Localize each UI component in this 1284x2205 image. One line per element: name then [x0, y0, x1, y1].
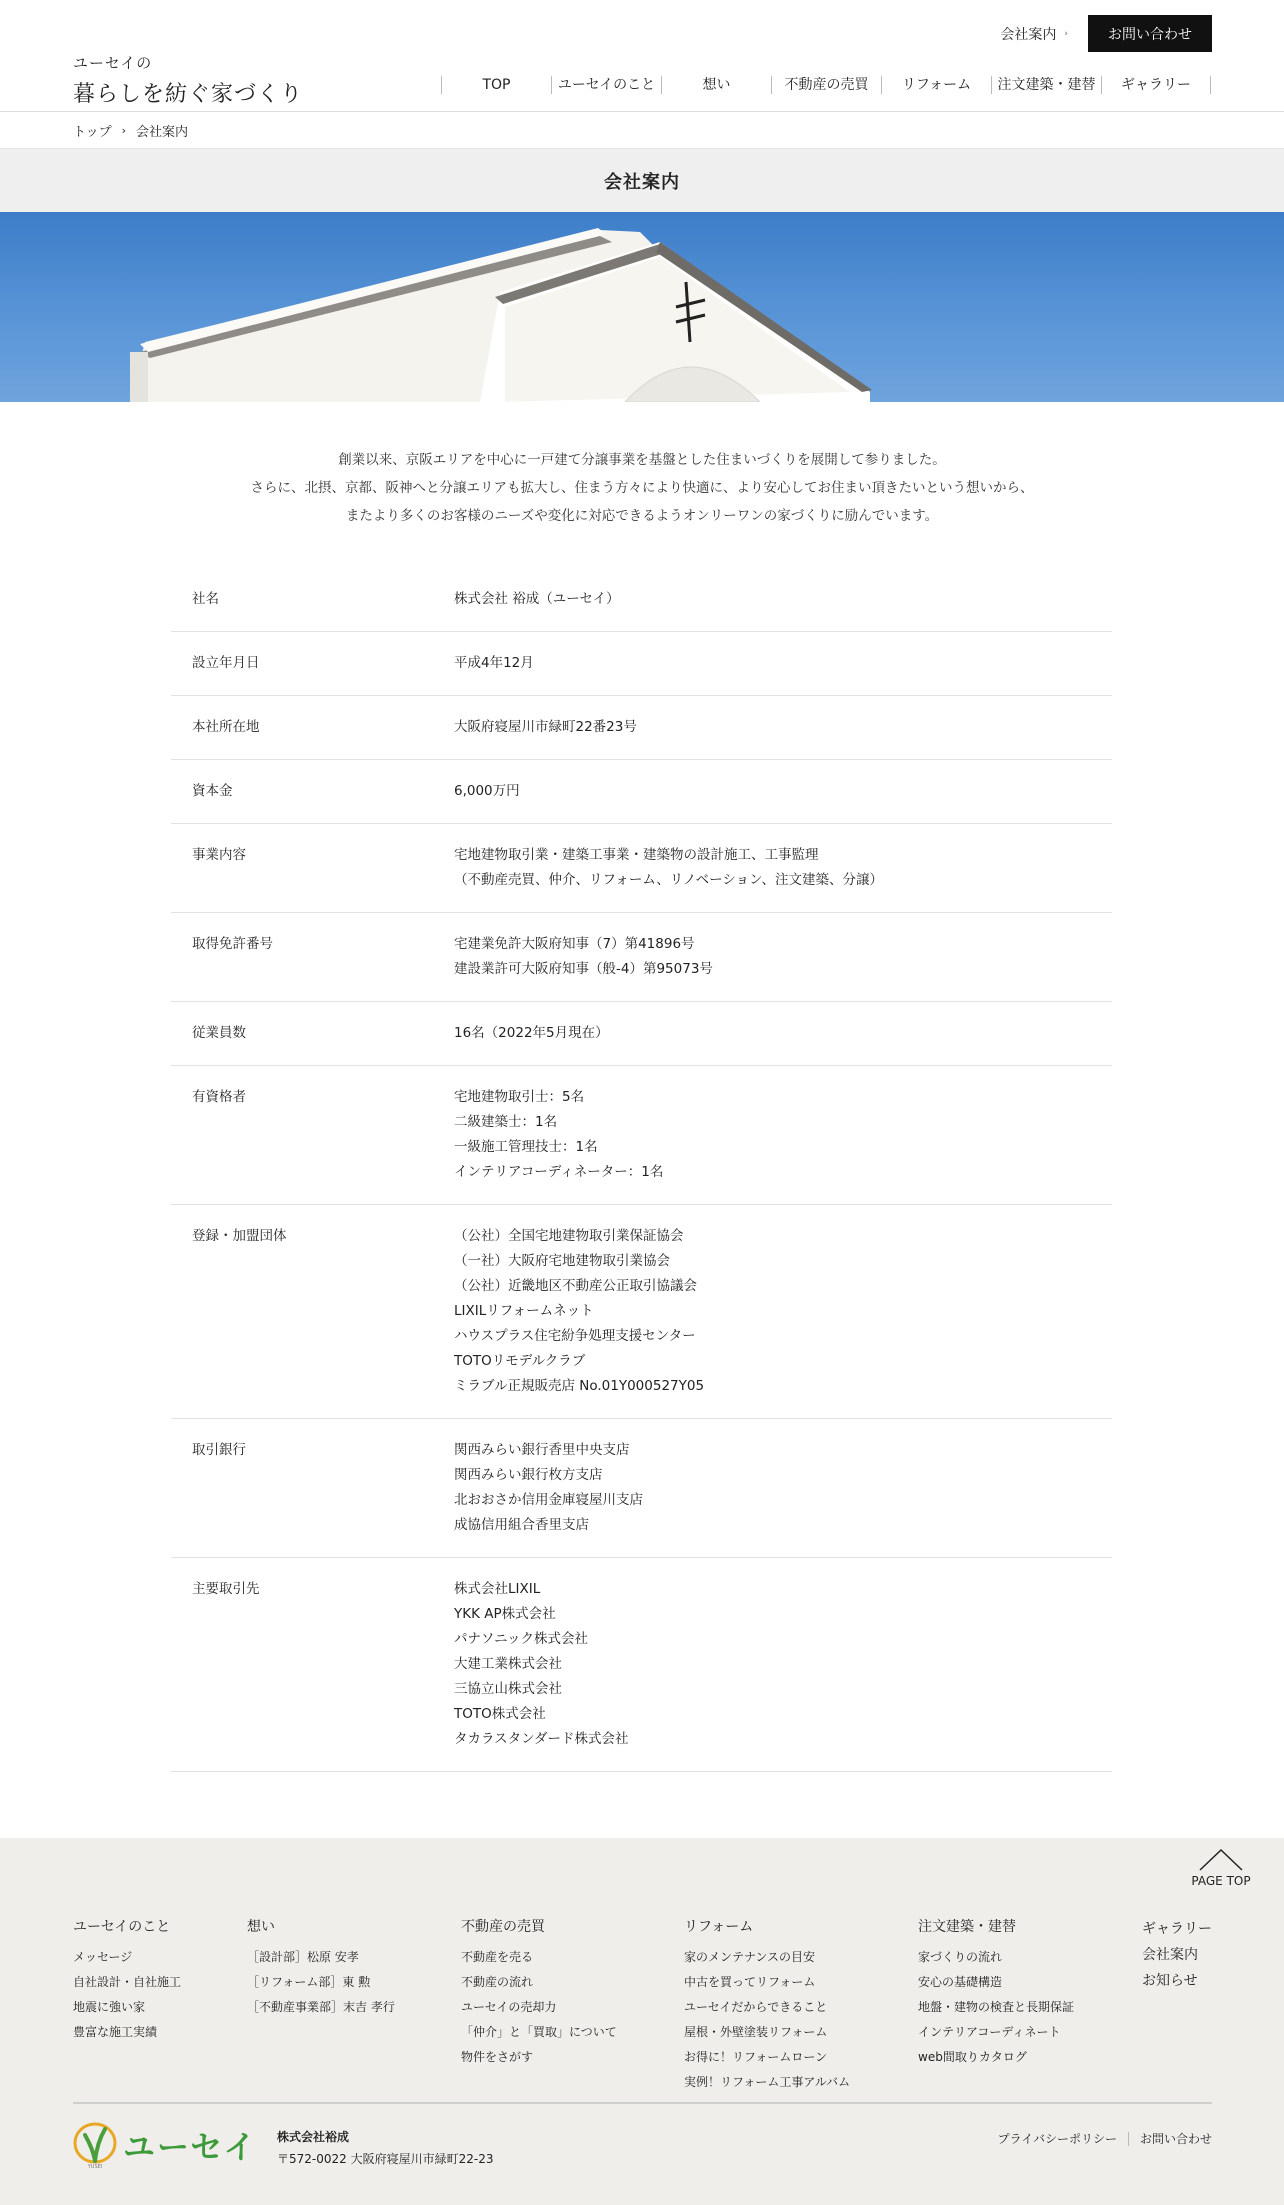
info-label: 有資格者 [192, 1089, 246, 1105]
info-value-line: パナソニック株式会社 [454, 1631, 589, 1647]
footer-extra-links [1142, 1916, 1212, 1994]
nav-about[interactable]: ユーセイのこと [551, 76, 661, 94]
nav-custom-build[interactable]: 注文建築・建替 [991, 76, 1101, 94]
breadcrumb-home[interactable]: トップ [73, 125, 112, 140]
footer-link[interactable]: 「仲介」と「買取」について [461, 2025, 617, 2039]
footer-divider [73, 2102, 1212, 2104]
breadcrumb-current: 会社案内 [136, 125, 189, 140]
nav-real-estate[interactable]: 不動産の売買 [771, 76, 881, 94]
info-label: 本社所在地 [192, 719, 260, 735]
footer-brand-name: ユーセイ [123, 2128, 258, 2166]
info-label: 設立年月日 [192, 655, 260, 671]
info-value-line: YKK AP株式会社 [454, 1606, 556, 1622]
info-value-line: （不動産売買、仲介、リフォーム、リノベーション、注文建築、分譲） [454, 872, 884, 888]
footer-column [461, 1916, 617, 2070]
info-value [454, 651, 1112, 676]
info-value-line: 関西みらい銀行枚方支店 [454, 1467, 603, 1483]
footer-link[interactable]: メッセージ [73, 1950, 133, 1964]
page-title-band [0, 149, 1284, 212]
info-label: 事業内容 [192, 847, 246, 863]
info-value [454, 1021, 1112, 1046]
footer-legal-links [998, 2130, 1212, 2147]
info-label: 取得免許番号 [192, 936, 273, 952]
company-info-table [171, 568, 1112, 1772]
intro-line: さらに、北摂、京都、阪神へと分譲エリアも拡大し、住まう方々により快適に、より安心してお住まい頂きたいという想いから、 [250, 480, 1034, 496]
footer-link-gallery[interactable]: ギャラリー [1142, 1921, 1212, 1937]
footer-link[interactable]: 実例！リフォーム工事アルバム [684, 2075, 851, 2089]
nav-top[interactable]: TOP [441, 76, 551, 94]
info-value-line: （一社）大阪府宅地建物取引業協会 [454, 1253, 670, 1269]
info-row [171, 1205, 1112, 1419]
info-value [454, 1085, 1112, 1185]
footer-column-head[interactable]: 不動産の売買 [461, 1919, 545, 1935]
header-top-links [1000, 15, 1212, 52]
info-value [454, 587, 1112, 612]
info-value [454, 779, 1112, 804]
footer-link[interactable]: 物件をさがす [461, 2050, 534, 2064]
footer-contact-link[interactable]: お問い合わせ [1139, 2132, 1212, 2146]
info-value [454, 1577, 1112, 1752]
page-top-label: PAGE TOP [1191, 1874, 1251, 1888]
info-row [171, 913, 1112, 1002]
site-header [0, 0, 1284, 112]
company-link[interactable] [1000, 24, 1068, 44]
info-value-line: ハウスプラス住宅紛争処理支援センター [454, 1328, 696, 1344]
info-value-line: 建設業許可大阪府知事（般-4）第95073号 [454, 961, 713, 977]
info-value-line: ミラブル正規販売店 No.01Y000527Y05 [454, 1378, 705, 1394]
info-row [171, 568, 1112, 632]
info-value-line: 宅地建物取引士：5名 [454, 1089, 585, 1105]
info-row [171, 760, 1112, 824]
footer-company-info [277, 2126, 493, 2170]
hero-image [0, 212, 1284, 402]
info-row [171, 632, 1112, 696]
nav-reform[interactable]: リフォーム [881, 76, 991, 94]
link-divider [1128, 2132, 1129, 2146]
info-value-line: 株式会社 裕成（ユーセイ） [454, 591, 620, 607]
chevron-up-icon [1198, 1848, 1244, 1872]
chevron-right-icon: › [1064, 28, 1068, 39]
footer-link[interactable]: ［不動産事業部］末吉 孝行 [247, 2000, 395, 2014]
intro-line: またより多くのお客様のニーズや変化に対応できるようオンリーワンの家づくりに励んでいます。 [345, 508, 939, 524]
info-value-line: 一級施工管理技士：1名 [454, 1139, 598, 1155]
footer-column [918, 1916, 1074, 2070]
main-nav [441, 76, 1211, 94]
footer-link[interactable]: 中古を買ってリフォーム [684, 1975, 816, 1989]
house-roof-illustration [0, 212, 1284, 402]
privacy-policy-link[interactable]: プライバシーポリシー [997, 2132, 1117, 2146]
info-value [454, 715, 1112, 740]
intro-line: 創業以来、京阪エリアを中心に一戸建て分譲事業を基盤とした住まいづくりを展開して参りました。 [338, 452, 946, 468]
info-label: 登録・加盟団体 [192, 1228, 287, 1244]
chevron-right-icon: › [121, 124, 127, 137]
page-top-button[interactable] [1191, 1848, 1251, 1888]
info-value-line: 大阪府寝屋川市緑町22番23号 [454, 719, 637, 735]
footer-column-head[interactable]: ユーセイのこと [73, 1919, 171, 1935]
page-title: 会社案内 [604, 171, 680, 193]
footer-column-head[interactable]: 注文建築・建替 [918, 1919, 1016, 1935]
intro-text [0, 446, 1284, 530]
site-logo[interactable] [73, 52, 303, 108]
logo-tagline-small: ユーセイの [73, 54, 153, 72]
footer-column [684, 1916, 850, 2095]
info-label: 取引銀行 [192, 1442, 246, 1458]
footer-link[interactable]: インテリアコーディネート [918, 2025, 1061, 2039]
footer-link[interactable]: 自社設計・自社施工 [73, 1975, 182, 1989]
info-value-line: 成協信用組合香里支店 [454, 1517, 589, 1533]
info-value-line: 三協立山株式会社 [454, 1681, 562, 1697]
yusei-logo-mark [73, 2121, 117, 2169]
info-value [454, 843, 1112, 893]
footer-link[interactable]: ［設計部］松原 安孝 [247, 1950, 359, 1964]
nav-gallery[interactable]: ギャラリー [1101, 76, 1211, 94]
info-row [171, 1002, 1112, 1066]
info-value-line: 株式会社LIXIL [454, 1581, 541, 1597]
footer-link[interactable]: 屋根・外壁塗装リフォーム [684, 2025, 828, 2039]
info-value-line: タカラスタンダード株式会社 [454, 1731, 629, 1747]
info-value-line: （公社）全国宅地建物取引業保証協会 [454, 1228, 684, 1244]
logo-sub-text: YUSEI [87, 2164, 103, 2169]
info-value-line: 宅建業免許大阪府知事（7）第41896号 [454, 936, 695, 952]
info-value-line: 宅地建物取引業・建築工事業・建築物の設計施工、工事監理 [454, 847, 819, 863]
info-label: 主要取引先 [192, 1581, 260, 1597]
info-value-line: 平成4年12月 [454, 655, 534, 671]
logo-tagline-big: 暮らしを紡ぐ家づくり [73, 82, 304, 107]
footer-link[interactable]: 豊富な施工実績 [73, 2025, 158, 2039]
footer-logo[interactable] [73, 2121, 257, 2169]
info-label: 資本金 [192, 783, 233, 799]
footer-column-head[interactable]: 想い [247, 1919, 275, 1935]
info-value-line: 北おおさか信用金庫寝屋川支店 [454, 1492, 643, 1508]
info-row [171, 824, 1112, 913]
company-link-label: 会社案内 [1000, 26, 1057, 43]
info-value-line: TOTOリモデルクラブ [454, 1353, 586, 1369]
footer-link[interactable]: 不動産の流れ [461, 1975, 534, 1989]
footer-link-company[interactable]: 会社案内 [1142, 1947, 1198, 1963]
info-value-line: 関西みらい銀行香里中央支店 [454, 1442, 630, 1458]
info-value-line: インテリアコーディネーター：1名 [454, 1164, 664, 1180]
footer-column [247, 1916, 395, 2020]
footer-company-name: 株式会社裕成 [277, 2130, 350, 2144]
footer-address: 〒572-0022 大阪府寝屋川市緑町22-23 [277, 2152, 494, 2166]
footer-link[interactable]: ユーセイの売却力 [461, 2000, 557, 2014]
footer-link[interactable]: 安心の基礎構造 [918, 1975, 1003, 1989]
info-label: 社名 [192, 591, 219, 607]
info-value-line: TOTO株式会社 [454, 1706, 546, 1722]
info-row [171, 696, 1112, 760]
breadcrumb [73, 121, 188, 140]
info-label: 従業員数 [192, 1025, 246, 1041]
footer-link[interactable]: 地震に強い家 [73, 2000, 146, 2014]
footer-link[interactable]: ［リフォーム部］東 勲 [247, 1975, 371, 1989]
info-row [171, 1066, 1112, 1205]
info-value-line: 16名（2022年5月現在） [454, 1025, 609, 1041]
footer-link-news[interactable]: お知らせ [1142, 1973, 1198, 1989]
info-value [454, 932, 1112, 982]
info-row [171, 1419, 1112, 1558]
info-value-line: 大建工業株式会社 [454, 1656, 562, 1672]
footer-link[interactable]: ユーセイだからできること [684, 2000, 828, 2014]
info-value-line: （公社）近畿地区不動産公正取引協議会 [454, 1278, 697, 1294]
footer-link[interactable]: 不動産を売る [461, 1950, 534, 1964]
footer-link[interactable]: web間取りカタログ [918, 2050, 1027, 2064]
site-footer [0, 1838, 1284, 2205]
footer-link[interactable]: 家のメンテナンスの目安 [684, 1950, 816, 1964]
info-row [171, 1558, 1112, 1772]
info-value-line: 二級建築士：1名 [454, 1114, 558, 1130]
info-value [454, 1224, 1112, 1399]
info-value-line: 6,000万円 [454, 783, 520, 799]
contact-button[interactable]: お問い合わせ [1088, 15, 1212, 52]
footer-column [73, 1916, 181, 2045]
footer-link[interactable]: 家づくりの流れ [918, 1950, 1003, 1964]
footer-link[interactable]: お得に！リフォームローン [684, 2050, 828, 2064]
info-value-line: LIXILリフォームネット [454, 1303, 594, 1319]
footer-link[interactable]: 地盤・建物の検査と長期保証 [918, 2000, 1075, 2014]
footer-column-head[interactable]: リフォーム [684, 1919, 754, 1935]
info-value [454, 1438, 1112, 1538]
nav-thoughts[interactable]: 想い [661, 76, 771, 94]
